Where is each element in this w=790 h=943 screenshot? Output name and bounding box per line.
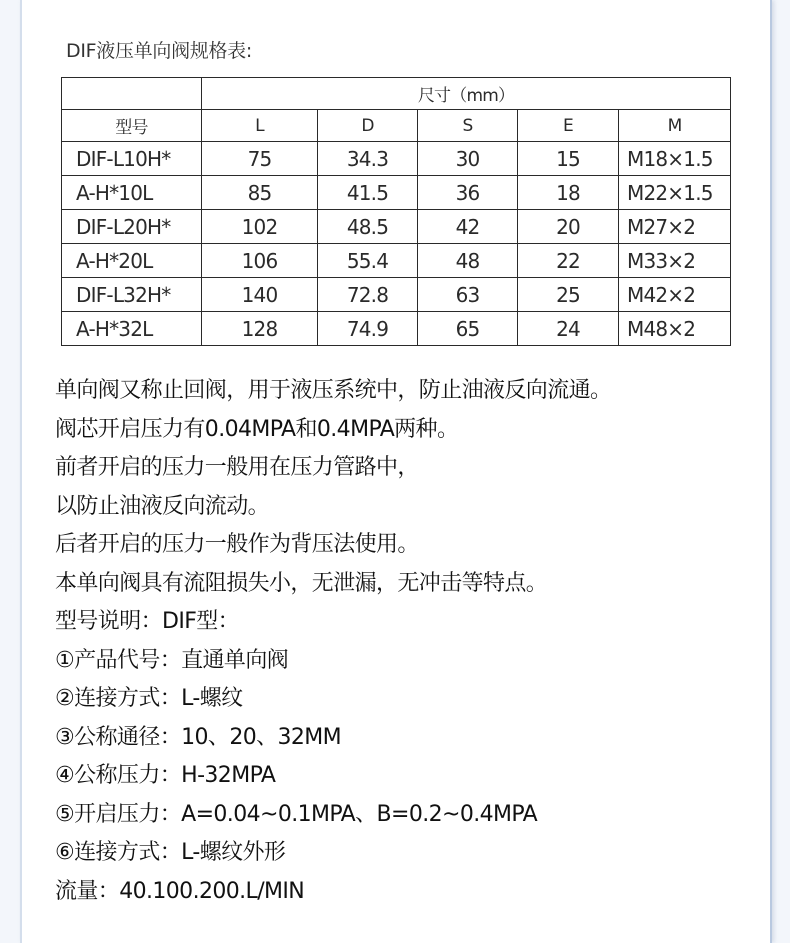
table-row	[62, 312, 731, 346]
cell-model: DIF-L20H*	[62, 210, 202, 244]
cell-e: 20	[518, 210, 619, 244]
cell-model: A-H*32L	[62, 312, 202, 346]
model-explanation-item: ④公称压力：H-32MPA	[55, 763, 276, 788]
table-subheader-row	[62, 110, 731, 142]
cell-model: A-H*10L	[62, 176, 202, 210]
cell-m: M27×2	[619, 210, 731, 244]
table-header-row	[62, 78, 731, 110]
header-dimensions: 尺寸（mm）	[202, 78, 731, 110]
cell-m: M18×1.5	[619, 142, 731, 176]
cell-m: M48×2	[619, 312, 731, 346]
cell-s: 42	[418, 210, 518, 244]
model-explanation-item: ③公称通径：10、20、32MM	[55, 724, 342, 750]
table-row	[62, 176, 731, 210]
cell-s: 30	[418, 142, 518, 176]
cell-d: 72.8	[318, 278, 418, 312]
cell-l: 75	[202, 142, 318, 176]
model-explanation-item: ①产品代号：直通单向阀	[55, 647, 289, 673]
cell-s: 36	[418, 176, 518, 210]
cell-d: 55.4	[318, 244, 418, 278]
model-explanation-item: ②连接方式：L-螺纹	[55, 686, 243, 711]
cell-s: 65	[418, 312, 518, 346]
table-row	[62, 142, 731, 176]
table-row	[62, 210, 731, 244]
cell-l: 106	[202, 244, 318, 278]
cell-d: 34.3	[318, 142, 418, 176]
cell-e: 15	[518, 142, 619, 176]
cell-d: 41.5	[318, 176, 418, 210]
spec-table	[61, 77, 731, 346]
header-blank-cell	[62, 78, 202, 110]
cell-l: 102	[202, 210, 318, 244]
model-explanation-item: ⑥连接方式：L-螺纹外形	[55, 840, 286, 865]
flow-rate-line: 流量：40.100.200.L/MIN	[55, 878, 305, 904]
header-e: E	[518, 110, 619, 142]
header-d: D	[318, 110, 418, 142]
cell-model: DIF-L10H*	[62, 142, 202, 176]
table-row	[62, 244, 731, 278]
product-description	[55, 372, 755, 911]
header-model: 型号	[62, 110, 202, 142]
description-line: 本单向阀具有流阻损失小，无泄漏，无冲击等特点。	[55, 570, 548, 596]
header-m: M	[619, 110, 731, 142]
cell-l: 140	[202, 278, 318, 312]
cell-s: 63	[418, 278, 518, 312]
header-l: L	[202, 110, 318, 142]
cell-l: 128	[202, 312, 318, 346]
cell-m: M42×2	[619, 278, 731, 312]
cell-m: M33×2	[619, 244, 731, 278]
cell-e: 24	[518, 312, 619, 346]
cell-l: 85	[202, 176, 318, 210]
header-s: S	[418, 110, 518, 142]
cell-d: 48.5	[318, 210, 418, 244]
cell-m: M22×1.5	[619, 176, 731, 210]
description-line: 前者开启的压力一般用在压力管路中，	[55, 455, 419, 480]
model-explanation-item: ⑤开启压力：A=0.04~0.1MPA、B=0.2~0.4MPA	[55, 801, 538, 827]
cell-s: 48	[418, 244, 518, 278]
description-line: 单向阀又称止回阀，用于液压系统中，防止油液反向流通。	[55, 378, 612, 403]
table-caption: DIF液压单向阀规格表:	[66, 40, 252, 62]
model-explanation-title: 型号说明：DIF型：	[55, 609, 240, 634]
table-row	[62, 278, 731, 312]
description-line: 阀芯开启压力有0.04MPA和0.4MPA两种。	[55, 416, 459, 442]
cell-e: 25	[518, 278, 619, 312]
description-line: 后者开启的压力一般作为背压法使用。	[55, 532, 419, 557]
cell-e: 18	[518, 176, 619, 210]
cell-e: 22	[518, 244, 619, 278]
cell-model: A-H*20L	[62, 244, 202, 278]
description-line: 以防止油液反向流动。	[55, 493, 270, 519]
cell-d: 74.9	[318, 312, 418, 346]
cell-model: DIF-L32H*	[62, 278, 202, 312]
